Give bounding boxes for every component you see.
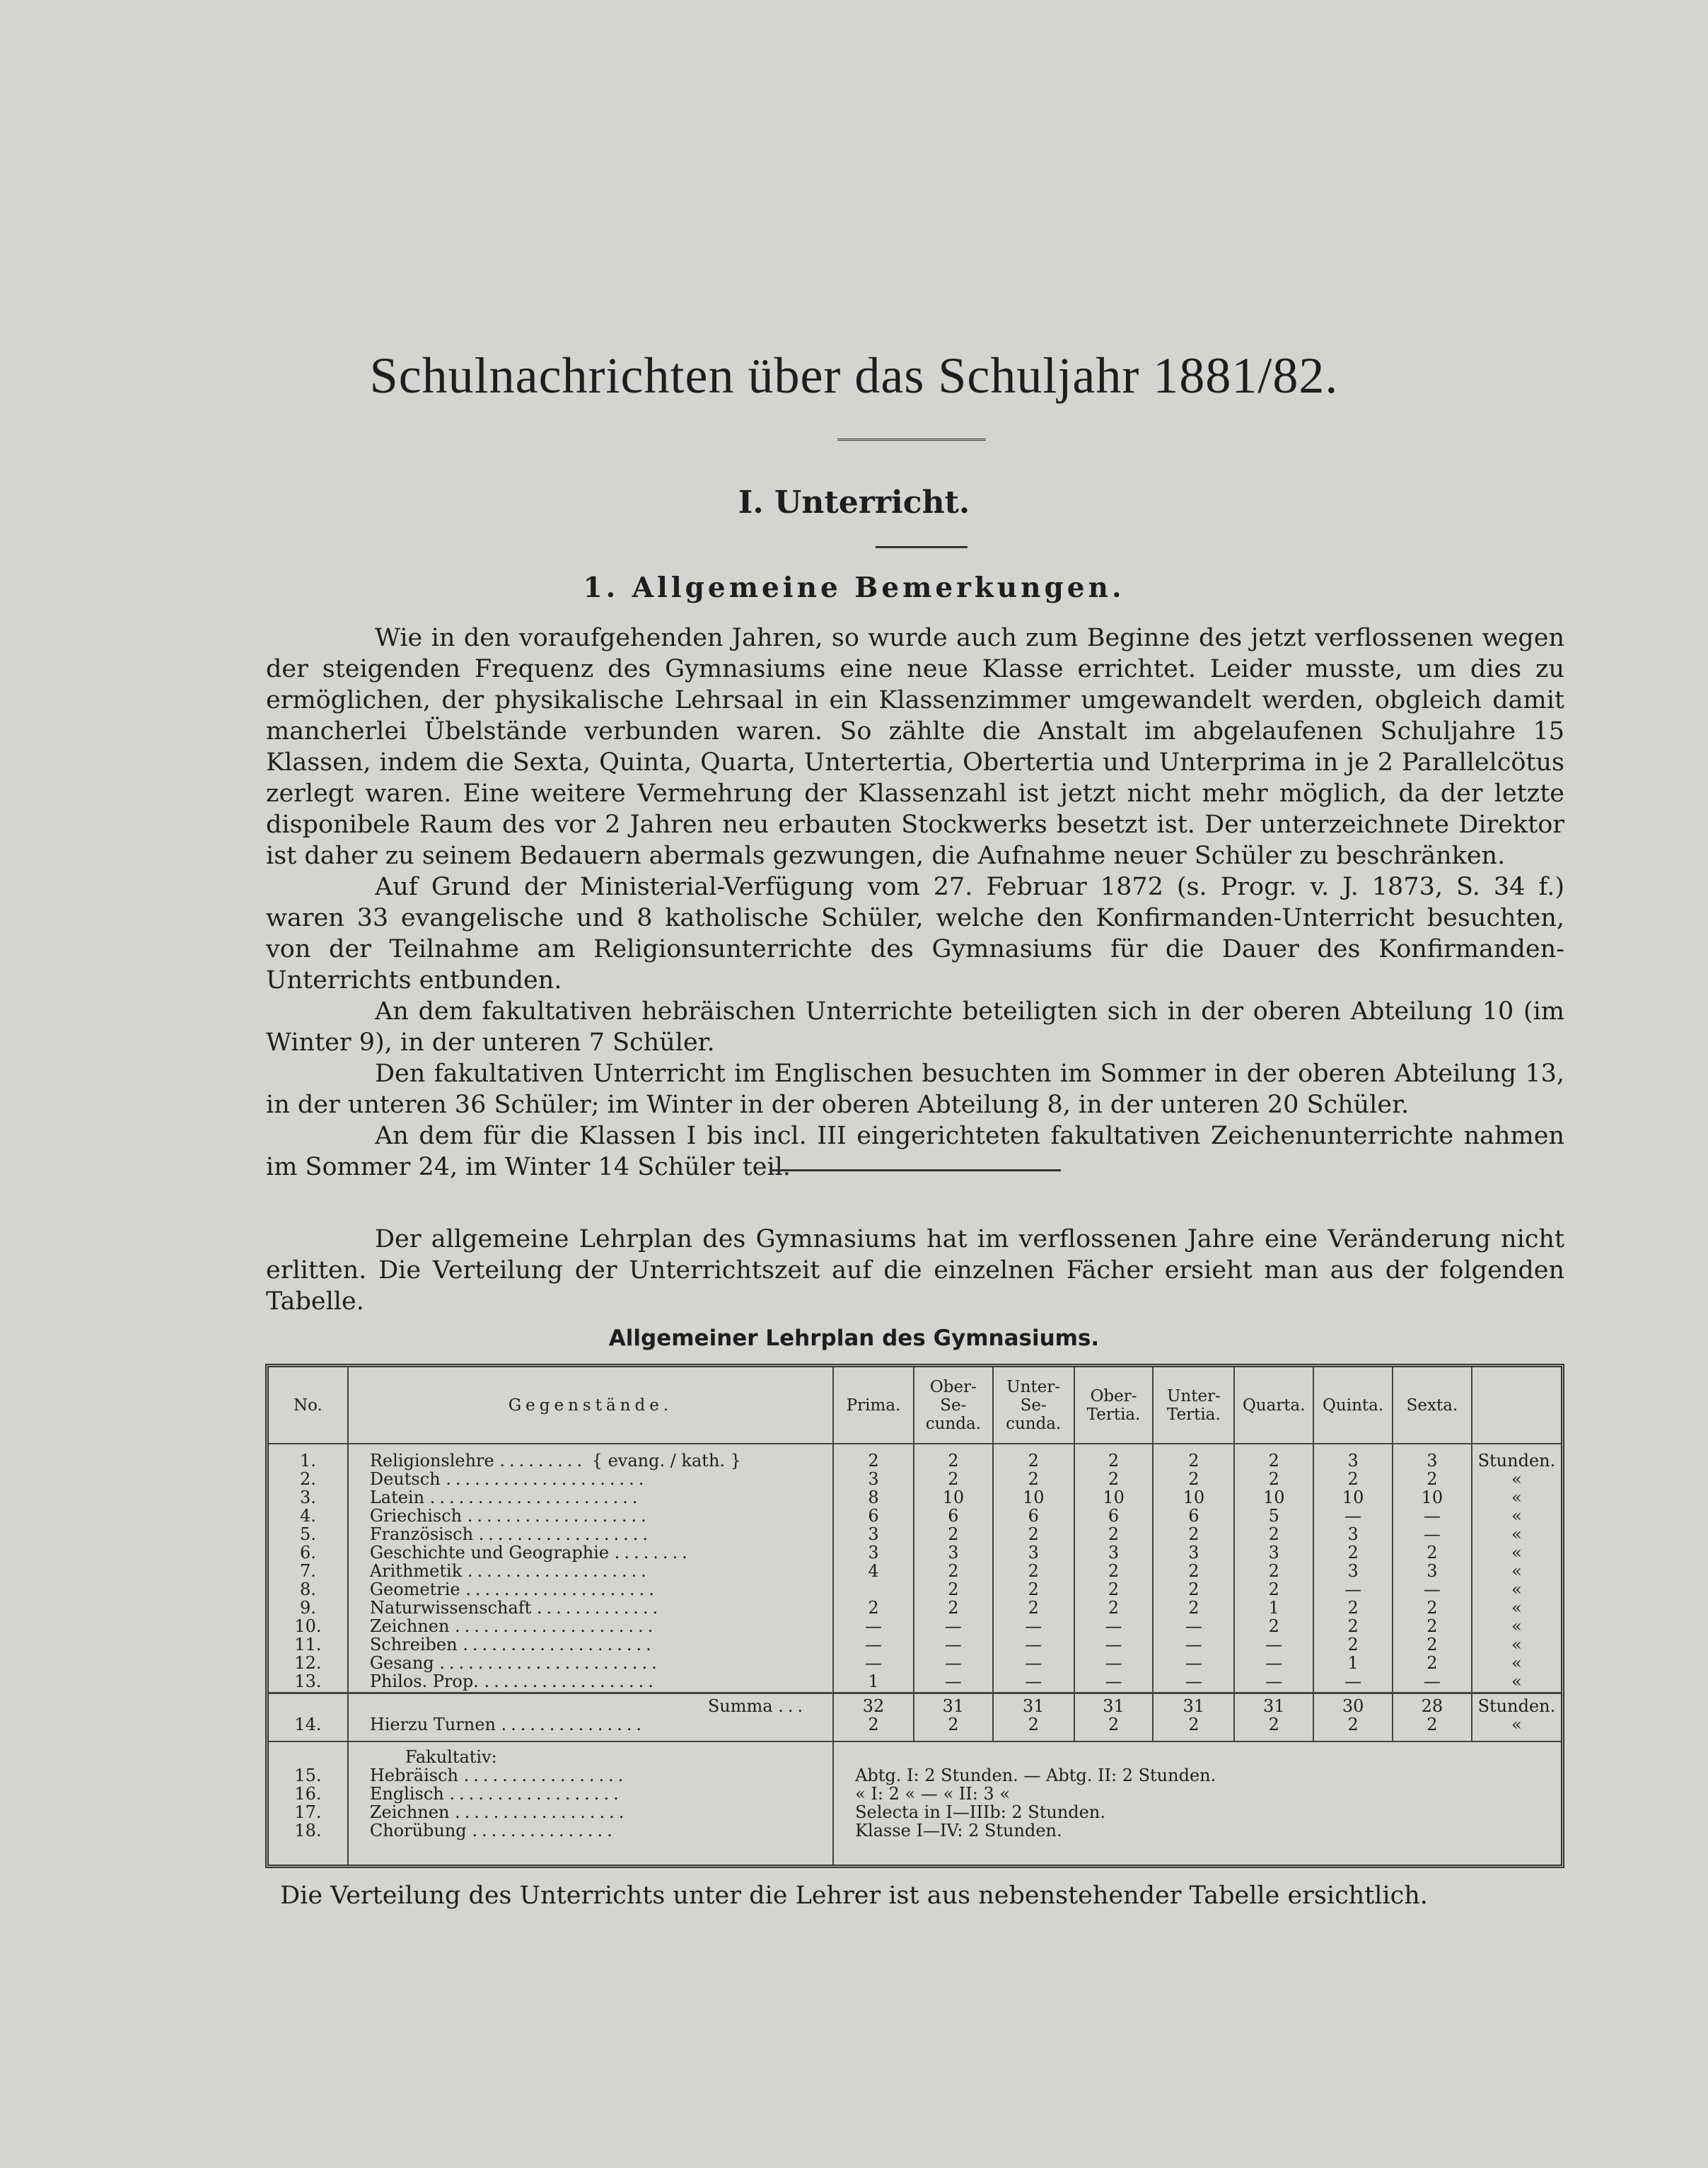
- col-header-quinta: Quinta.: [1313, 1367, 1393, 1444]
- untersecunda-column: 2 2 10 6 2 3 2 2 2 — — — —: [993, 1444, 1074, 1693]
- unit-column: Stunden. «: [1472, 1693, 1561, 1742]
- subject-column: Summa ... Hierzu Turnen ...............: [348, 1693, 833, 1742]
- quarta-column: 31 2: [1234, 1693, 1313, 1742]
- lehrplan-intro: [266, 1224, 1564, 1317]
- prima-column: 2 3 8 6 3 3 4 2 — — — 1: [833, 1444, 914, 1693]
- paragraph: Auf Grund der Ministerial-Verfügung vom 27. Februar 1872 (s. Progr. v. J. 1873, S. 34 f.) waren 33 evangelische und 8 katholische Schüler, welche den Konfirmanden-Unterricht besuchten, von der Teilnahme am Religionsunterrichte des Gymnasiums für die Dauer des Konfirmanden-Unterrichts entbunden.: [266, 873, 1564, 995]
- untersecunda-column: 31 2: [993, 1693, 1074, 1742]
- closing-text: Die Verteilung des Unterrichts unter die Lehrer ist aus nebenstehender Tabelle ersichtlich.: [280, 1882, 1428, 1910]
- col-header-subject: Gegenstände.: [348, 1367, 833, 1444]
- col-header-unit: [1472, 1367, 1561, 1444]
- paragraph: An dem fakultativen hebräischen Unterrichte beteiligten sich in der oberen Abteilung 10 (im Winter 9), in der unteren 7 Schüler.: [266, 997, 1564, 1057]
- fakultativ-block: [269, 1741, 1561, 1865]
- lehrplan-table-frame: [265, 1364, 1564, 1868]
- section-heading: I. Unterricht.: [738, 485, 970, 521]
- col-header-untertertia: Unter- Tertia.: [1153, 1367, 1234, 1444]
- unit-column: Stunden. « « « « « « « « « « « «: [1472, 1444, 1561, 1693]
- table-body-block: [269, 1444, 1561, 1693]
- title-divider: [837, 439, 986, 444]
- col-header-sexta: Sexta.: [1393, 1367, 1472, 1444]
- obersecunda-column: 31 2: [914, 1693, 993, 1742]
- col-header-no: No.: [269, 1367, 348, 1444]
- summa-block: [269, 1693, 1561, 1742]
- paragraph: Der allgemeine Lehrplan des Gymnasiums hat im verflossenen Jahre eine Veränderung nicht erlitten. Die Verteilung der Unterrichtszeit auf die einzelnen Fächer ersieht man aus der folgenden Tabelle.: [266, 1225, 1564, 1316]
- obertertia-column: 2 2 10 6 2 3 2 2 2 — — — —: [1074, 1444, 1154, 1693]
- quinta-column: 3 2 10 — 3 2 3 — 2 2 2 1 —: [1313, 1444, 1393, 1693]
- no-column: 15. 16. 17. 18.: [269, 1741, 348, 1865]
- subject-religion: Religionslehre: [369, 1451, 494, 1471]
- col-header-obertertia: Ober- Tertia.: [1074, 1367, 1154, 1444]
- paragraph: Den fakultativen Unterricht im Englischen besuchten im Sommer in der oberen Abteilung 13, in der unteren 36 Schüler; im Winter in der oberen Abteilung 8, in der unteren 20 Schüler.: [266, 1060, 1564, 1119]
- col-header-quarta: Quarta.: [1234, 1367, 1313, 1444]
- untertertia-column: 31 2: [1153, 1693, 1234, 1742]
- paragraph: An dem für die Klassen I bis incl. III eingerichteten fakultativen Zeichenunterrichte nahmen im Sommer 24, im Winter 14 Schüler teil.: [266, 1122, 1564, 1181]
- quarta-column: 2 2 10 5 2 3 2 2 1 2 — — —: [1234, 1444, 1313, 1693]
- table-title: Allgemeiner Lehrplan des Gymnasiums.: [608, 1326, 1100, 1351]
- section-divider: [876, 546, 968, 548]
- subject-column: Religionslehre ......... { evang. / kath. } Deutsch ..................... Latein ...................... Griechisch ................... Französisch .................. Geschichte und Geographie ........ Arithmetik ................... Geometrie .................... Naturwissenschaft ............. Zeichnen ..................... Schreiben .................... Gesang ....................... Philos. Prop. ..................: [348, 1444, 833, 1693]
- untertertia-column: 2 2 10 6 2 3 2 2 2 — — — —: [1153, 1444, 1234, 1693]
- separator-rule: [769, 1169, 1061, 1171]
- page-title: Schulnachrichten über das Schuljahr 1881/82.: [369, 347, 1339, 404]
- subject-column: Fakultativ: Hebräisch ................. Englisch .................. Zeichnen .................. Chorübung ...............: [348, 1741, 833, 1865]
- col-header-untersecunda: Unter- Se- cunda.: [993, 1367, 1074, 1444]
- col-header-obersecunda: Ober- Se- cunda.: [914, 1367, 993, 1444]
- prima-column: 32 2: [833, 1693, 914, 1742]
- sexta-column: 28 2: [1393, 1693, 1472, 1742]
- lehrplan-table: [269, 1367, 1561, 1865]
- no-column: 1. 2. 3. 4. 5. 6. 7. 8. 9. 10. 11. 12. 13.: [269, 1444, 348, 1693]
- fakultativ-notes: Abtg. I: 2 Stunden. — Abtg. II: 2 Stunden. « I: 2 « — « II: 3 « Selecta in I—IIIb: 2 Stunden. Klasse I—IV: 2 Stunden.: [833, 1741, 1561, 1865]
- no-column: 14.: [269, 1693, 348, 1742]
- sexta-column: 3 2 10 — — 2 3 — 2 2 2 2 —: [1393, 1444, 1472, 1693]
- paragraph: Wie in den voraufgehenden Jahren, so wurde auch zum Beginne des jetzt verflossenen wegen der steigenden Frequenz des Gymnasiums eine neue Klasse errichtet. Leider musste, um dies zu ermöglichen, der physikalische Lehrsaal in ein Klassenzimmer umgewandelt werden, obgleich damit mancherlei Übelstände verbunden waren. So zählte die Anstalt im abgelaufenen Schuljahre 15 Klassen, indem die Sexta, Quinta, Quarta, Untertertia, Obertertia und Unterprima in je 2 Parallelcötus zerlegt waren. Eine weitere Vermehrung der Klassenzahl ist jetzt nicht mehr möglich, da der letzte disponibele Raum des vor 2 Jahren neu erbauten Stockwerks besetzt ist. Der unterzeichnete Direktor ist daher zu seinem Bedauern abermals gezwungen, die Aufnahme neuer Schüler zu beschränken.: [266, 624, 1564, 870]
- body-text: [266, 622, 1564, 1183]
- obertertia-column: 31 2: [1074, 1693, 1154, 1742]
- obersecunda-column: 2 2 10 6 2 3 2 2 2 — — — —: [914, 1444, 993, 1693]
- quinta-column: 30 2: [1313, 1693, 1393, 1742]
- subsection-heading: 1. Allgemeine Bemerkungen.: [583, 572, 1125, 604]
- col-header-prima: Prima.: [833, 1367, 914, 1444]
- table-header-row: [269, 1367, 1561, 1444]
